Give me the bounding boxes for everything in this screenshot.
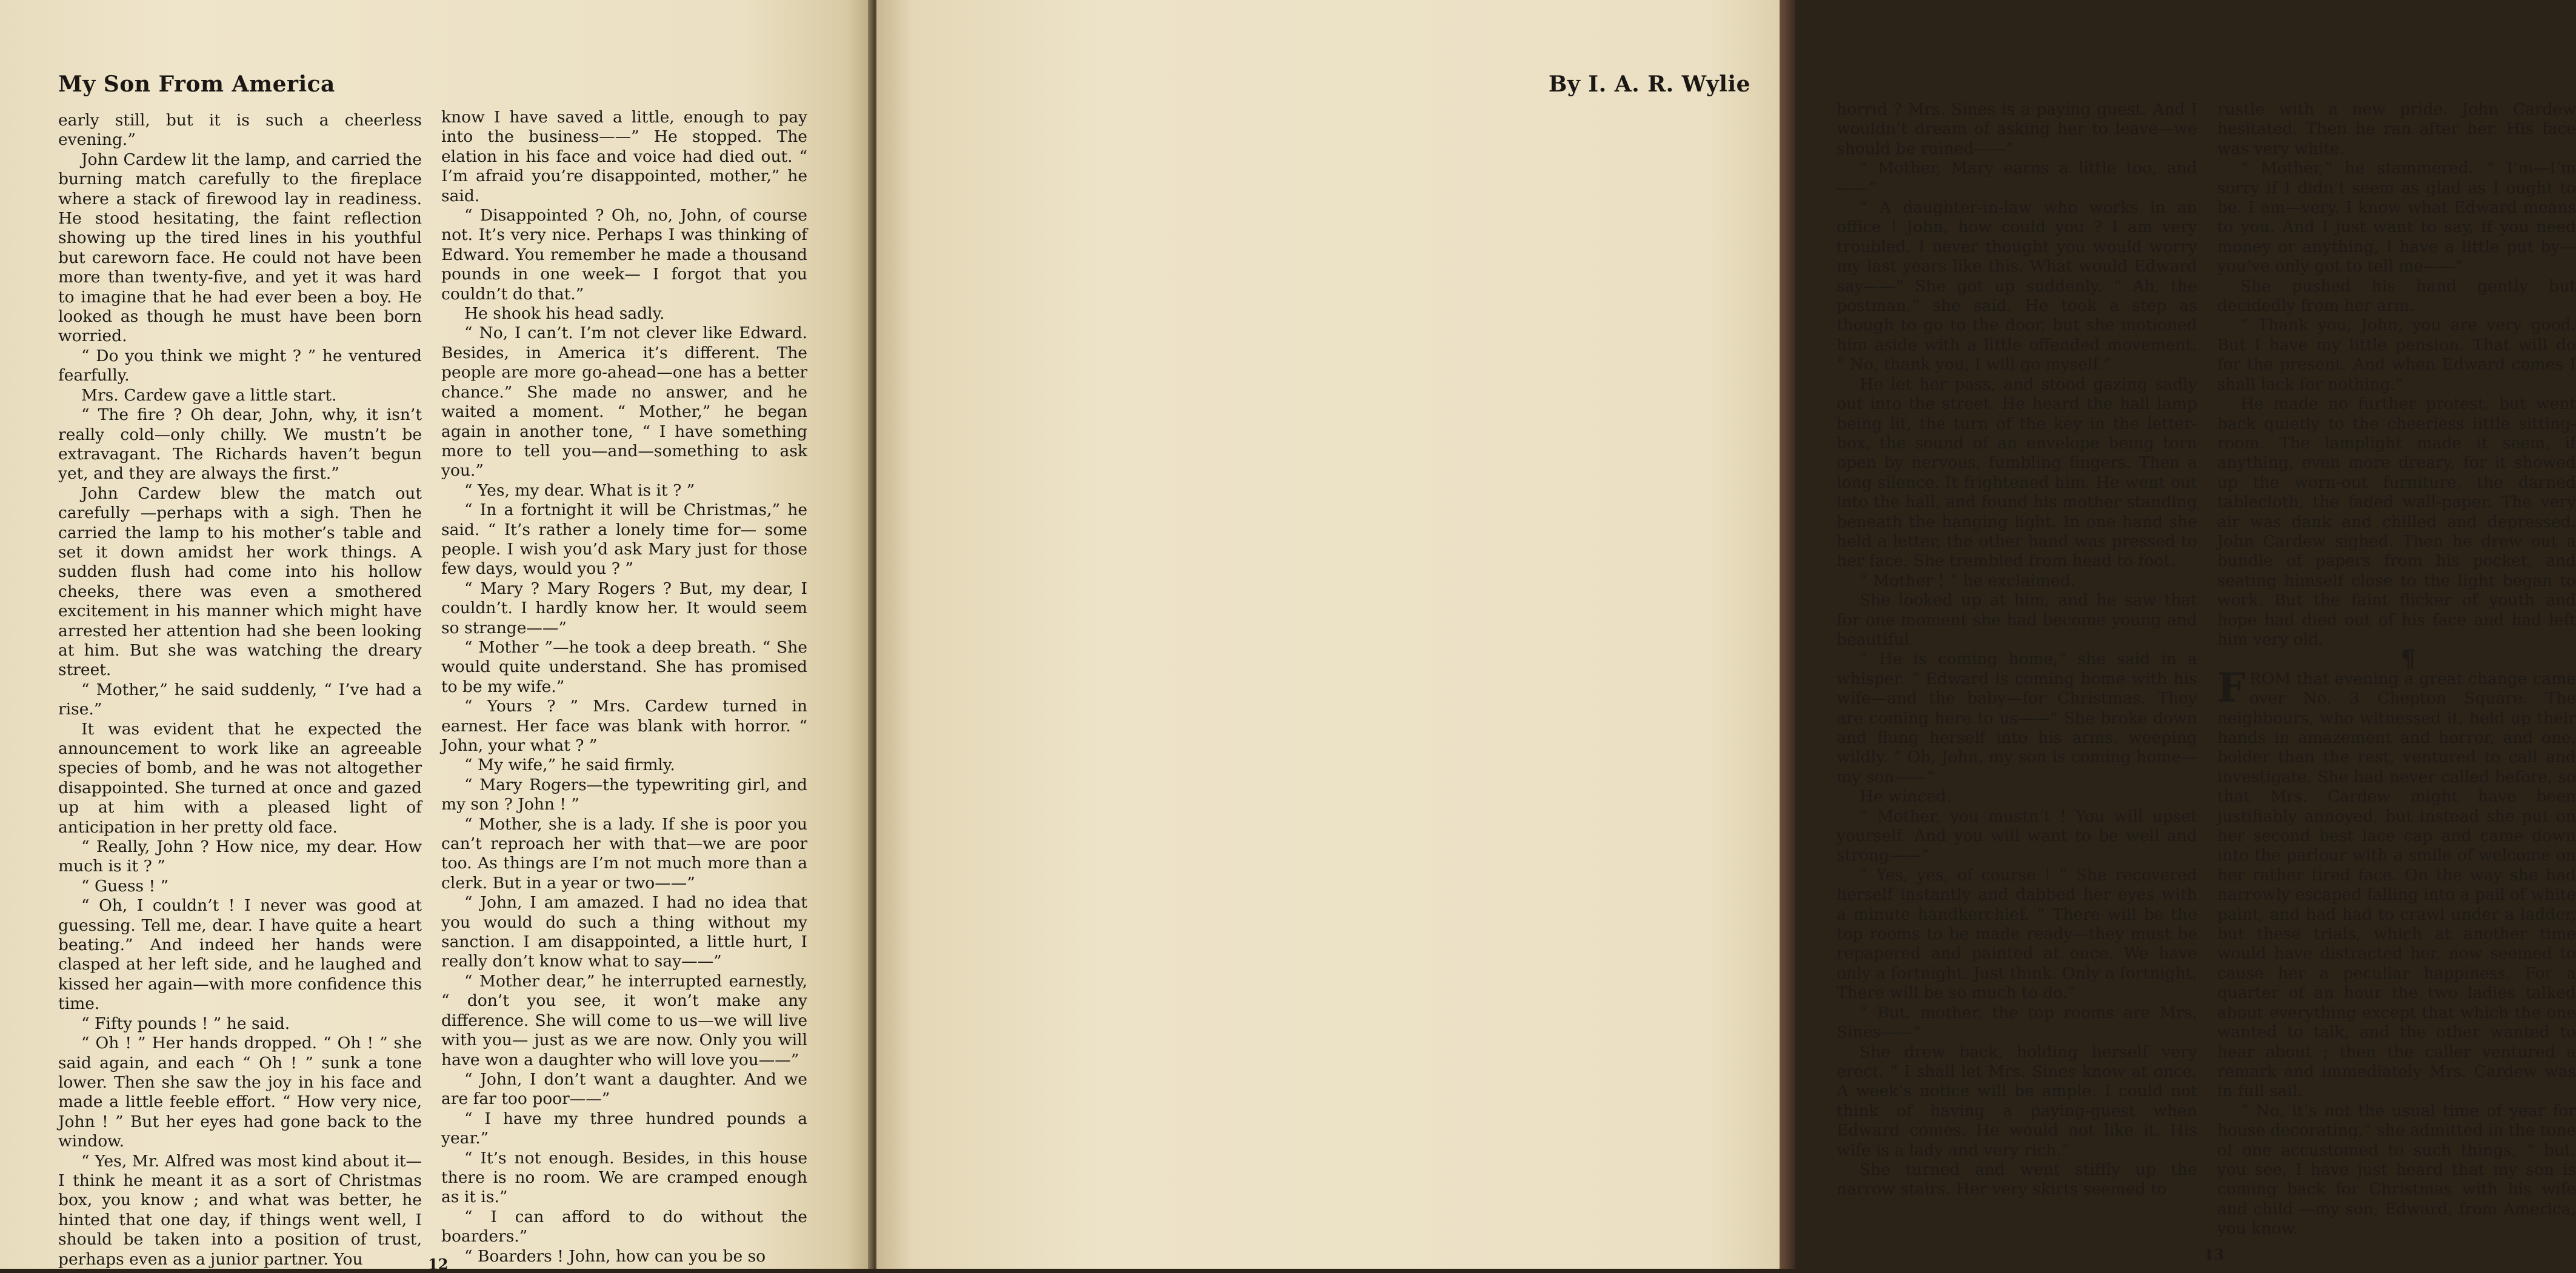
paragraph: “ Guess ! ” [81, 876, 169, 896]
paragraph: “ I can afford to do without the boarders.” [441, 1207, 807, 1246]
paragraph: “ My wife,” he said firmly. [464, 756, 675, 775]
paragraph: “ John, I am amazed. I had no idea that you would do such a thing without my sanction. I am disappointed, a little hurt, I really don’t know what to say——” [441, 893, 807, 971]
paragraph: “ A daughter-in-law who works in an office ! John, how could you ? I am very troubled. I never thought you would worry my last years like this. What would Edward say——” She got up suddenly. “ Ah, the postman,” she said. He took a step as though to go to the door, but she motioned him aside with a little offended movement. “ No, thank you, I will go myself.” [1837, 198, 2197, 374]
right-page-column-1 [1837, 100, 2197, 1200]
paragraph: “ Mary Rogers—the typewriting girl, and my son ? John ! ” [441, 775, 807, 814]
paragraph: “ Mary ? Mary Rogers ? But, my dear, I couldn’t. I hardly know her. It would seem so strange——” [441, 579, 807, 637]
paragraph: She turned and went stiffly up the narrow stairs. Her very skirts seemed to [1837, 1160, 2197, 1199]
section-opening-text: that evening a great change came over No. 3 Chepton Square. The neighbours, who witnessed it, held up their hands in amazement and horror, and one, bolder than the rest, ventured to call and investigate. She had never called before, so that Mrs. Cardew might have been justifiably annoyed, but instead she put on her second best lace cap and came down into the parlour with a smile of welcome on her rather tired face. On the way she had narrowly escaped falling into a pail of white paint, and had had to crawl under a ladder, but these trials, which at another time would have distracted her, now seemed to cause her a peculiar happiness. For a quarter of an hour the two ladies talked about everything except that which the one wanted to talk, and the other wanted to hear about ; then the caller ventured a remark and immediately Mrs. Cardew was in full sail. [2217, 669, 2576, 1101]
paragraph: know I have saved a little, enough to pay into the business——” He stopped. The elation in his face and voice had died out. “ I’m afraid you’re disappointed, mother,” he said. [441, 108, 807, 205]
paragraph: “ John, I don’t want a daughter. And we are far too poor——” [441, 1069, 807, 1109]
right-page-column-2 [2217, 100, 2576, 1239]
paragraph: Mrs. Cardew gave a little start. [81, 385, 337, 405]
paragraph: “ Mother dear,” he interrupted earnestly, “ don’t you see, it won’t make any difference. She will come to us—we will live with you— just as we are now. Only you will have won a daughter who will love you——” [441, 971, 807, 1069]
paragraph: “ But, mother, the top rooms are Mrs. Sines——” [1837, 1003, 2197, 1042]
paragraph: “ Yes, Mr. Alfred was most kind about it—I think he meant it as a sort of Christmas box, you know ; and what was better, he hinted that one day, if things went well, I should be taken into a position of trust, perhaps even as a junior partner. You [58, 1151, 422, 1269]
running-head-author: By I. A. R. Wylie [1548, 71, 1750, 97]
paragraph: “ The fire ? Oh dear, John, why, it isn’t really cold—only chilly. We mustn’t be extravagant. The Richards haven’t begun yet, and they are always the first.” [58, 405, 422, 484]
paragraph: “ Really, John ? How nice, my dear. How much is it ? ” [58, 837, 422, 876]
section-opening-paragraph [2217, 663, 2576, 1102]
paragraph: “ Oh, I couldn’t ! I never was good at guessing. Tell me, dear. I have quite a heart beating.” And indeed her hands were clasped at her left side, and he laughed and kissed her again—with more confidence this time. [58, 896, 422, 1014]
paragraph: “ Mother, Mary earns a little too, and——” [1837, 159, 2197, 198]
paragraph: “ Mother, she is a lady. If she is poor you can’t reproach her with that—we are poor too. As things are I’m not much more than a clerk. But in a year or two——” [441, 814, 807, 892]
page-number-left: 12 [428, 1255, 449, 1273]
paragraph: He made no further protest, but went back quietly to the cheerless little sitting-room. The lamplight made it seem, if anything, even more dreary, for it showed up the worn-out furniture, the darned tablecloth, the faded wall-paper. The very air was dank and chilled and depressed. John Cardew sighed. Then he drew out a bundle of papers from his pocket, and seating himself close to the light began to work. But the faint flicker of youth and hope had died out of his face and had left him very old. [2217, 394, 2576, 649]
paragraph: John Cardew blew the match out carefully —perhaps with a sigh. Then he carried the lamp to his mother’s table and set it down amidst her work things. A sudden flush had come into his hollow cheeks, there was even a smothered excitement in his manner which might have arrested her attention had she been looking at him. But she was watching the dreary street. [58, 484, 422, 680]
paragraph: “ Yours ? ” Mrs. Cardew turned in earnest. Her face was blank with horror. “ John, your what ? ” [441, 697, 807, 755]
paragraph: “ Do you think we might ? ” he ventured fearfully. [58, 346, 422, 385]
paragraph: She pushed his hand gently but decidedly from her arm. [2217, 276, 2576, 316]
page-number-right: 13 [2204, 1246, 2224, 1263]
paragraph: He let her pass, and stood gazing sadly out into the street. He heard the hall lamp being lit, the turn of the key in the letter-box, the sound of an envelope being torn open by nervous, fumbling fingers. Then a long silence. It frightened him. He went out into the hall, and found his mother standing beneath the hanging light. In one hand she held a letter, the other hand was pressed to her face. She trembled from head to foot. [1837, 374, 2197, 571]
paragraph: “ No, I can’t. I’m not clever like Edward. Besides, in America it’s different. The people are more go-ahead—one has a better chance.” She made no answer, and he waited a moment. “ Mother,” he began again in another tone, “ I have something more to tell you—and—something to ask you.” [441, 324, 807, 480]
paragraph: “ I have my three hundred pounds a year.” [441, 1109, 807, 1148]
paragraph: “ Yes, yes, of course ! ” She recovered herself instantly and dabbed her eyes with a minute handkerchief. “ There will be the top rooms to be made ready—they must be repapered and painted at once. We have only a fortnight. Just think. Only a fortnight. There will be so much to do.” [1837, 865, 2197, 1003]
left-page-column-2 [441, 108, 807, 1266]
paragraph: “ Yes, my dear. What is it ? ” [464, 480, 695, 500]
section-break-ornament: ¶ [2400, 645, 2416, 674]
paragraph: “ Mother ! ” he exclaimed. [1860, 571, 2076, 590]
paragraph: “ He is coming home,” she said in a whisper. “ Edward is coming home with his wife—and the baby—for Christmas. They are coming here to us——” She broke down and flung herself into his arms, weeping wildly. “ Oh, John, my son is coming home—my son——” [1837, 650, 2197, 786]
paragraph: horrid ? Mrs. Sines is a paying guest. And I wouldn’t dream of asking her to leave—we should be ruined——” [1837, 100, 2197, 158]
paragraph: He winced. [1860, 787, 1952, 806]
paragraph: “ Mother,” he said suddenly, “ I’ve had a rise.” [58, 680, 422, 719]
paragraph: “ Disappointed ? Oh, no, John, of course not. It’s very nice. Perhaps I was thinking of Edward. You remember he made a thousand pounds in one week— I forgot that you couldn’t do that.” [441, 206, 807, 304]
left-page-column-1 [58, 111, 422, 1269]
paragraph: “ Oh ! ” Her hands dropped. “ Oh ! ” she said again, and each “ Oh ! ” sunk a tone lower. Then she saw the joy in his face and made a little feeble effort. “ How very nice, John ! ” But her eyes had gone back to the window. [58, 1034, 422, 1151]
paragraph: It was evident that he expected the announcement to work like an agreeable species of bomb, and he was not altogether disappointed. She turned at once and gazed up at him with a pleased light of anticipation in her pretty old face. [58, 719, 422, 837]
paragraph: early still, but it is such a cheerless evening.” [58, 111, 422, 150]
paragraph: John Cardew lit the lamp, and carried the burning match carefully to the fireplace where a stack of firewood lay in readiness. He stood hesitating, the faint reflection showing up the tired lines in his youthful but careworn face. He could not have been more than twenty-five, and yet it was hard to imagine that he had ever been a boy. He looked as though he must have been born worried. [58, 150, 422, 346]
paragraph: He shook his head sadly. [464, 304, 665, 324]
paragraph: “ Boarders ! John, how can you be so [464, 1246, 766, 1266]
paragraph: “ In a fortnight it will be Christmas,” he said. “ It’s rather a lonely time for— some people. I wish you’d ask Mary just for those few days, would you ? ” [441, 500, 807, 579]
drop-cap: F [2217, 663, 2246, 711]
paragraph: “ Mother, you mustn’t ! You will upset yourself. And you will want to be well and strong——” [1837, 806, 2197, 865]
paragraph: “ No, it’s not the usual time of year for house decorating,” she admitted in the tone of one accustomed to such things, “ but, you see, I have just heard that my son is coming back for Christmas with his wife and child —my son, Edward, from America, you know. [2217, 1101, 2576, 1238]
small-caps-opening: ROM [2249, 669, 2291, 688]
paragraph: “ It’s not enough. Besides, in this house there is no room. We are cramped enough as it is.” [441, 1148, 807, 1207]
paragraph: She looked up at him, and he saw that for one moment she had become young and beautiful. [1837, 591, 2197, 649]
running-head-title: My Son From America [58, 71, 335, 97]
paragraph: rustle with a new pride. John Cardew hesitated. Then he ran after her. His face was very white. [2217, 100, 2576, 158]
book-edge [1780, 0, 1795, 1269]
paragraph: She drew back, holding herself very erect. “ I shall let Mrs. Sines know at once. A week’s notice will be ample. I could not think of having a paying-guest when Edward comes. He would not like it. His wife is a lady and very rich.” [1837, 1042, 2197, 1160]
paragraph: “ Mother,” he stammered. “ I’m—I’m sorry if I didn’t seem as glad as I ought to be. I am—very. I know what Edward means to you. And I just want to say, if you need money or anything, I have a little put by—you’ve only got to tell me——” [2217, 159, 2576, 276]
left-page [0, 0, 873, 1273]
paragraph: “ Fifty pounds ! ” he said. [81, 1014, 290, 1033]
paragraph: “ Thank you, John, you are very good. But I have my little pension. That will do for the present. And when Edward comes I shall lack for nothing.” [2217, 316, 2576, 394]
paragraph: “ Mother ”—he took a deep breath. “ She would quite understand. She has promised to be my wife.” [441, 637, 807, 696]
right-page [876, 0, 2576, 1269]
